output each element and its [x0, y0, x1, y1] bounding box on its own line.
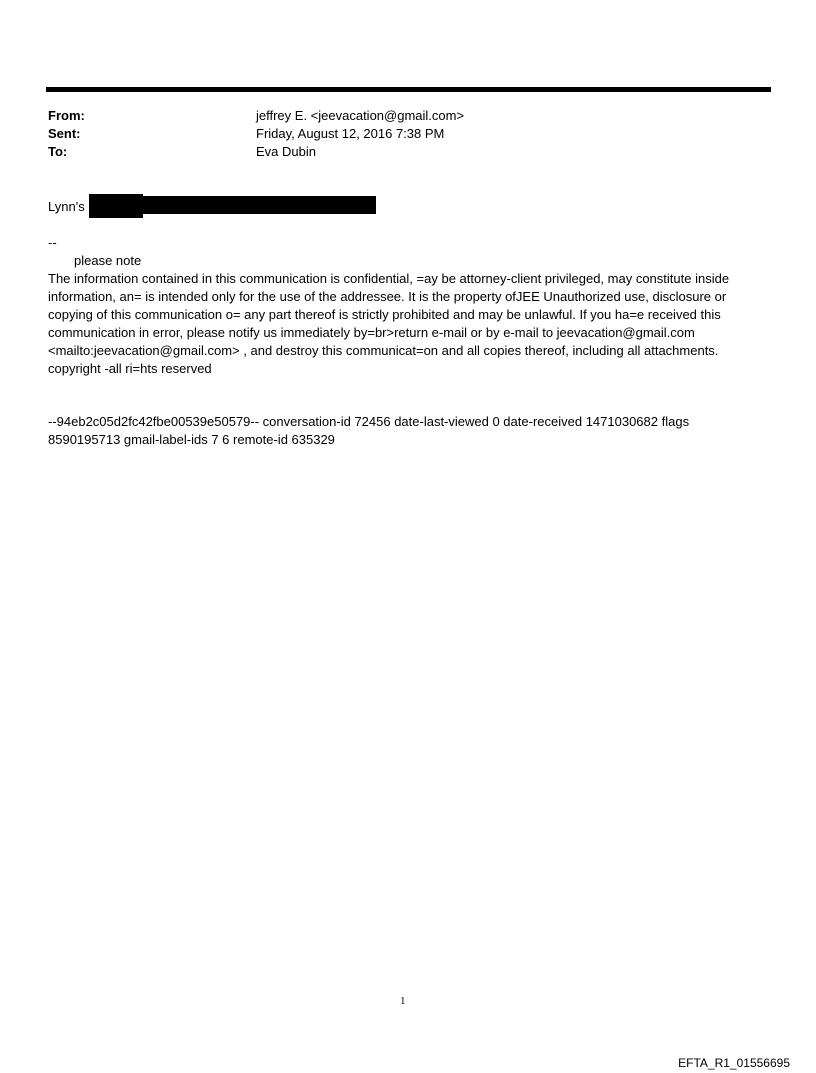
- header-divider: [46, 87, 771, 92]
- to-value: Eva Dubin: [256, 144, 316, 159]
- disclaimer-line: The information contained in this communication is confidential, =ay be attorney-client privileged, may constitute inside: [48, 271, 730, 286]
- document-id: EFTA_R1_01556695: [678, 1056, 790, 1070]
- metadata-line: --94eb2c05d2fc42fbe00539e50579-- conversation-id 72456 date-last-viewed 0 date-received 1471030682 flags: [48, 414, 690, 429]
- disclaimer-line: copyright -all ri=hts reserved: [48, 361, 212, 376]
- redaction-bar: [89, 196, 376, 214]
- lynn-line: [48, 198, 85, 216]
- lynn-prefix: Lynn's: [48, 199, 85, 214]
- from-value: jeffrey E. <jeevacation@gmail.com>: [256, 108, 465, 123]
- disclaimer-line: copying of this communication o= any part thereof is strictly prohibited and may be unlawful. If you ha=e received this: [48, 307, 721, 322]
- to-label: To:: [48, 144, 68, 159]
- disclaimer-line: <mailto:jeevacation@gmail.com> , and destroy this communicat=on and all copies thereof, including all attachments.: [48, 343, 719, 358]
- disclaimer-line: information, an= is intended only for the use of the addressee. It is the property ofJEE Unauthorized use, disclosure or: [48, 289, 727, 304]
- sent-label: Sent:: [48, 126, 81, 141]
- disclaimer-line: communication in error, please notify us immediately by=br>return e-mail or by e-mail to jeevacation@gmail.com: [48, 325, 695, 340]
- page-number: 1: [400, 995, 406, 1007]
- sent-value: Friday, August 12, 2016 7:38 PM: [256, 126, 445, 141]
- please-note-line: please note: [74, 253, 142, 268]
- signature-separator: --: [48, 235, 57, 250]
- from-label: From:: [48, 108, 85, 123]
- metadata-line: 8590195713 gmail-label-ids 7 6 remote-id 635329: [48, 432, 335, 447]
